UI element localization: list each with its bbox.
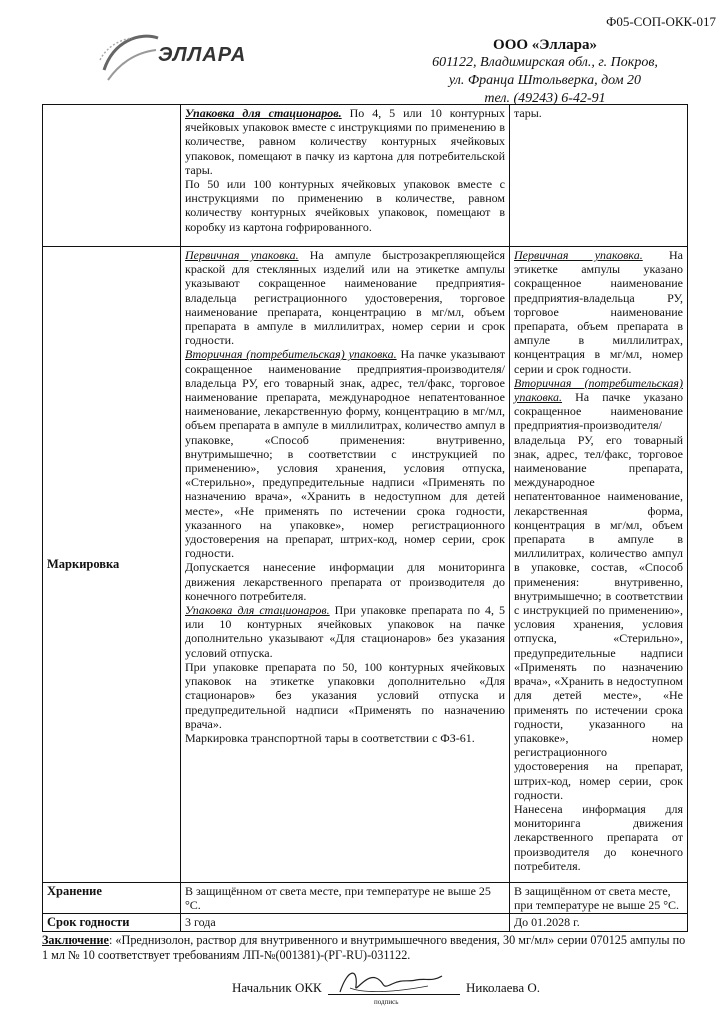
signature-caption: подпись (374, 998, 399, 1006)
packaging-spec-p2: По 50 или 100 контурных ячейковых упаковок вместе с инструкциями по применению в количестве, равном количеству контурных ячейковых упаковок, помещают в коробку из картона гофрированного. (185, 177, 505, 234)
conclusion (42, 933, 687, 962)
packaging-spec-p1 (185, 106, 505, 177)
marking-spec-text: При упаковке препарата по 50, 100 контурных ячейковых упаковок на этикетке упаковки дополнительно «Для стационаров» без указания условий отпуска и предупредительной надписи «Применять по назначению врача». (185, 659, 505, 731)
packaging-label-cell (43, 105, 181, 247)
address-line-2: ул. Франца Штольверка, дом 20 (448, 73, 642, 88)
marking-actual-text: На этикетке ампулы указано сокращенное наименование предприятия-владельца РУ, торговое наименование препарата, объем препарата в ампуле в миллилитрах, концентрация в мг/мл, номер серии и срок годности. (514, 248, 683, 376)
marking-spec-cell (181, 247, 510, 883)
marking-actual-p (514, 376, 683, 802)
marking-actual-heading: Первичная упаковка. (514, 248, 643, 262)
packaging-spec-cell (181, 105, 510, 247)
marking-spec-text: Допускается нанесение информации для мониторинга движения лекарственного препарата от производителя до конечного потребителя. (185, 560, 505, 603)
table-row (43, 914, 688, 931)
marking-actual-heading: Вторичная (потребительская) упаковка. (514, 375, 683, 405)
packaging-spec-heading: Упаковка для стационаров. (185, 106, 342, 120)
shelf-life-label: Срок годности (43, 914, 181, 931)
marking-spec-p (185, 603, 505, 660)
marking-spec-p (185, 248, 505, 347)
marking-actual-p (514, 802, 683, 873)
table-row (43, 105, 688, 247)
conclusion-label: Заключение (42, 933, 109, 947)
conclusion-text: : «Преднизолон, раствор для внутривенного и внутримышечного введения, 30 мг/мл» серии 070125 ампулы по 1 мл № 10 соответствует требованиям ЛП-№(001381)-(РГ-RU)-031122. (42, 933, 686, 962)
marking-actual-text: На пачке указано сокращенное наименование предприятия-производителя/владельца РУ, его товарный знак, адрес, тел/факс, торговое наименование препарата, международное непатентованное наименование, лекарственная форма, концентрация в мг/мл, объем препарата в ампуле в миллилитрах, количество ампул в упаковке, состав, «Способ применения: внутривенно, внутримышечно; в соответствии с инструкцией по применению», условия хранения, условия отпуска, «Стерильно», предупредительные надписи «Применять по назначению врача», «Хранить в недоступном для детей месте», «Не применять по истечении срока годности, указанного на упаковке», номер регистрационного удостоверения на препарат, штрих-код, номер серии, срок годности. (514, 390, 683, 802)
shelf-life-spec: 3 года (181, 914, 510, 931)
marking-spec-heading: Первичная упаковка. (185, 248, 299, 262)
marking-actual-text: Нанесена информация для мониторинга движения лекарственного препарата от производителя до конечного потребителя. (514, 801, 683, 873)
signature-line (328, 994, 460, 995)
packaging-spec-text: По 4, 5 или 10 контурных ячейковых упаковок вместе с инструкциями по применению в количестве, равном количеству контурных ячейковых упаковок, помещают в пачку из картона для потребительской тары. (185, 106, 505, 177)
company-name: ООО «Эллара» (493, 37, 597, 53)
specification-table (42, 104, 688, 932)
marking-spec-text: На пачке указывают сокращенное наименование предприятия-производителя/владельца РУ, его товарный знак, адрес, тел/факс, торговое наименование препарата, международное непатентованное наименование, лекарственную форму, концентрацию в мг/мл, объем препарата в ампуле в миллилитрах, количество ампул в упаковке, «Способ применения: внутривенно, внутримышечно; в соответствии с инструкцией по применению», условия хранения, условия отпуска, «Стерильно», предупредительные надписи «Применять по назначению врача», «Хранить в недоступном для детей месте», «Не применять по истечении срока годности, указанного на упаковке», номер регистрационного удостоверения на препарат, штрих-код, номер серии, срок годности. (185, 347, 505, 561)
table-row (43, 883, 688, 914)
document-code: Ф05-СОП-ОКК-017 (606, 14, 716, 29)
shelf-life-actual: До 01.2028 г. (510, 914, 688, 931)
marking-spec-p (185, 660, 505, 731)
storage-spec: В защищённом от света месте, при температуре не выше 25 °С. (181, 883, 510, 914)
logo-text: ЭЛЛАРА (158, 44, 247, 66)
marking-label: Маркировка (43, 247, 181, 883)
marking-spec-heading: Вторичная (потребительская) упаковка. (185, 347, 397, 362)
marking-spec-text: При упаковке препарата по 4, 5 или 10 контурных ячейковых упаковок на пачке дополнительно указывают «Для стационаров» без указания условий отпуска. (185, 603, 505, 660)
signature-block (232, 974, 632, 1004)
signature-icon (336, 964, 446, 998)
logo-swoosh-icon (96, 30, 166, 90)
marking-spec-p (185, 560, 505, 603)
marking-spec-heading: Упаковка для стационаров. (185, 603, 330, 618)
storage-label: Хранение (43, 883, 181, 914)
packaging-actual-cell: тары. (510, 105, 688, 247)
marking-spec-text: На ампуле быстрозакрепляющейся краской для стеклянных изделий или на этикетке ампулы указывают сокращенное наименование предприятия-владельца регистрационного удостоверения, торговое наименование препарата, концентрацию в мг/мл, объем препарата в ампуле в миллилитрах, номер серии и срок годности. (185, 248, 505, 348)
address-line-3: тел. (49243) 6-42-91 (484, 91, 606, 106)
signer-name: Николаева О. (466, 980, 540, 995)
storage-actual: В защищённом от света месте, при температуре не выше 25 °С. (510, 883, 688, 914)
table-row (43, 247, 688, 883)
address-line-1: 601122, Владимирская обл., г. Покров, (432, 55, 658, 70)
marking-spec-p (185, 347, 505, 560)
company-logo (96, 30, 276, 90)
marking-spec-p (185, 731, 505, 745)
company-block (370, 36, 720, 108)
signer-position: Начальник ОКК (232, 980, 322, 995)
marking-actual-p (514, 248, 683, 376)
marking-spec-text: Маркировка транспортной тары в соответствии с ФЗ-61. (185, 730, 475, 745)
marking-actual-cell (510, 247, 688, 883)
